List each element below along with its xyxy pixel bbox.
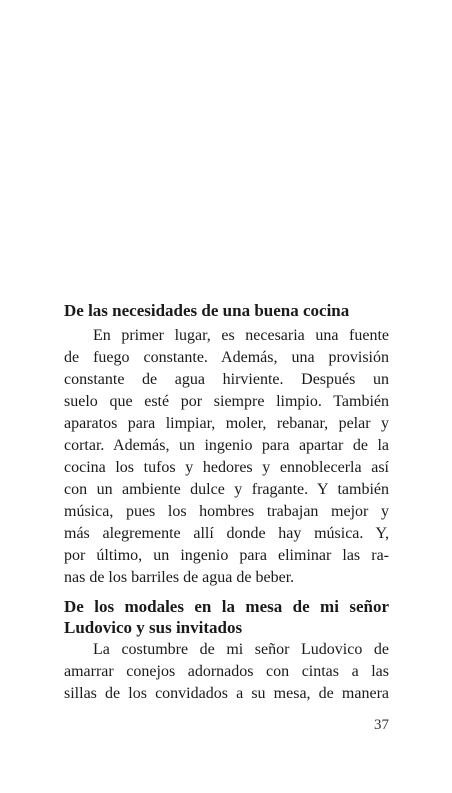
section-heading-kitchen: De las necesidades de una buena cocina bbox=[64, 301, 350, 320]
paragraph-line: suelo que esté por siempre limpio. También bbox=[64, 393, 389, 410]
paragraph-line: amarrar conejos adornados con cintas a las bbox=[64, 663, 389, 680]
paragraph-line: más alegremente allí donde hay música. Y, bbox=[64, 525, 389, 542]
heading-line: De los modales en la mesa de mi señor bbox=[64, 597, 389, 616]
paragraph-line: por último, un ingenio para eliminar las ra- bbox=[64, 547, 389, 564]
page-number: 37 bbox=[374, 717, 389, 733]
paragraph-line: constante de agua hirviente. Después un bbox=[64, 371, 389, 388]
paragraph-line: con un ambiente dulce y fragante. Y también bbox=[64, 481, 389, 498]
paragraph-line: aparatos para limpiar, moler, rebanar, pelar y bbox=[64, 415, 389, 432]
paragraph-line: cocina los tufos y hedores y ennoblecerla así bbox=[64, 459, 389, 476]
paragraph-line: sillas de los convidados a su mesa, de manera bbox=[64, 685, 389, 702]
section-heading-table-manners bbox=[64, 596, 389, 638]
paragraph-line: En primer lugar, es necesaria una fuente bbox=[93, 327, 389, 344]
paragraph-line: nas de los barriles de agua de beber. bbox=[64, 569, 295, 586]
paragraph-line: de fuego constante. Además, una provisión bbox=[64, 349, 389, 366]
paragraph-kitchen-needs bbox=[64, 325, 389, 589]
paragraph-line: cortar. Además, un ingenio para apartar de la bbox=[64, 437, 389, 454]
heading-line: Ludovico y sus invitados bbox=[64, 618, 243, 637]
paragraph-line: música, pues los hombres trabajan mejor y bbox=[64, 503, 389, 520]
paragraph-table-manners bbox=[64, 639, 389, 705]
paragraph-line: La costumbre de mi señor Ludovico de bbox=[93, 641, 389, 658]
